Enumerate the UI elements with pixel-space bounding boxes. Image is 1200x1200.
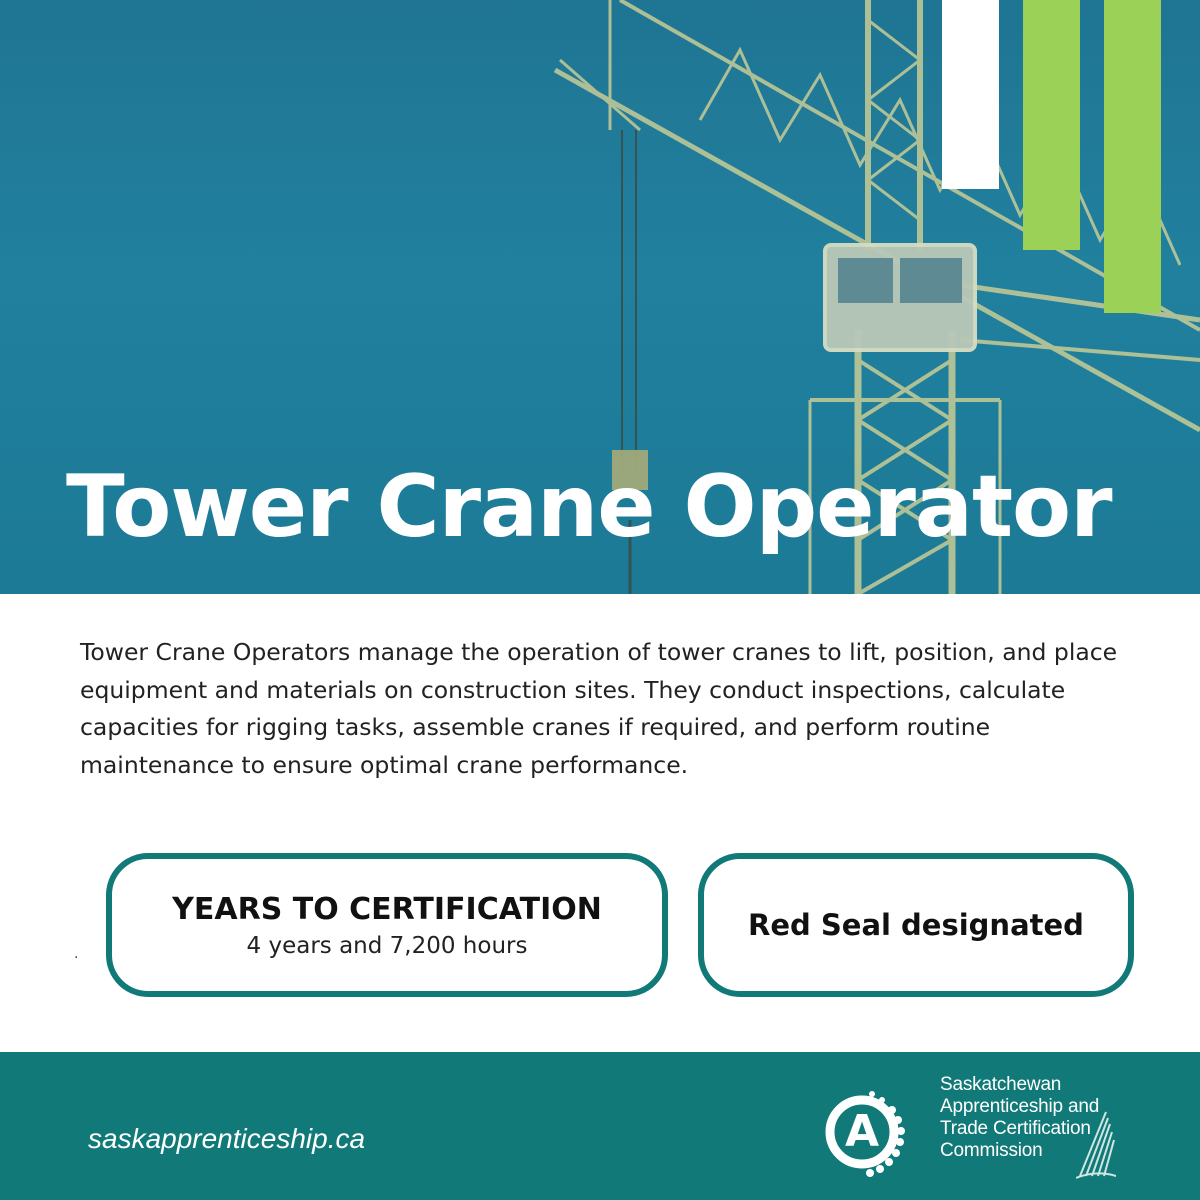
accent-bar-green-long (1104, 0, 1161, 313)
footer (0, 1052, 1200, 1200)
accent-bar-white (942, 0, 999, 189)
page-title: Tower Crane Operator (66, 457, 1112, 557)
accent-bar-green-medium (1023, 0, 1080, 250)
stray-dot: · (74, 950, 79, 966)
years-to-certification-card (106, 853, 668, 997)
years-card-value: 4 years and 7,200 hours (246, 932, 528, 959)
red-seal-card-title: Red Seal designated (748, 908, 1084, 942)
trade-description: Tower Crane Operators manage the operation of tower cranes to lift, position, and place equipment and materials on construction sites. They conduct inspections, calculate capacities for rigging tasks, assemble cranes if required, and perform routine maintenance to ensure optimal crane performance. (80, 638, 1118, 779)
logo-letter: A (844, 1106, 880, 1157)
sail-icon (1076, 1110, 1116, 1182)
satcc-logo-icon (812, 1080, 912, 1180)
hero-section (0, 0, 1200, 594)
red-seal-card (698, 853, 1134, 997)
website-link[interactable]: saskapprenticeship.ca (88, 1123, 366, 1154)
years-card-title: YEARS TO CERTIFICATION (172, 891, 602, 927)
organization-name: Saskatchewan Apprenticeship and Trade Certification Commission (940, 1074, 1100, 1161)
